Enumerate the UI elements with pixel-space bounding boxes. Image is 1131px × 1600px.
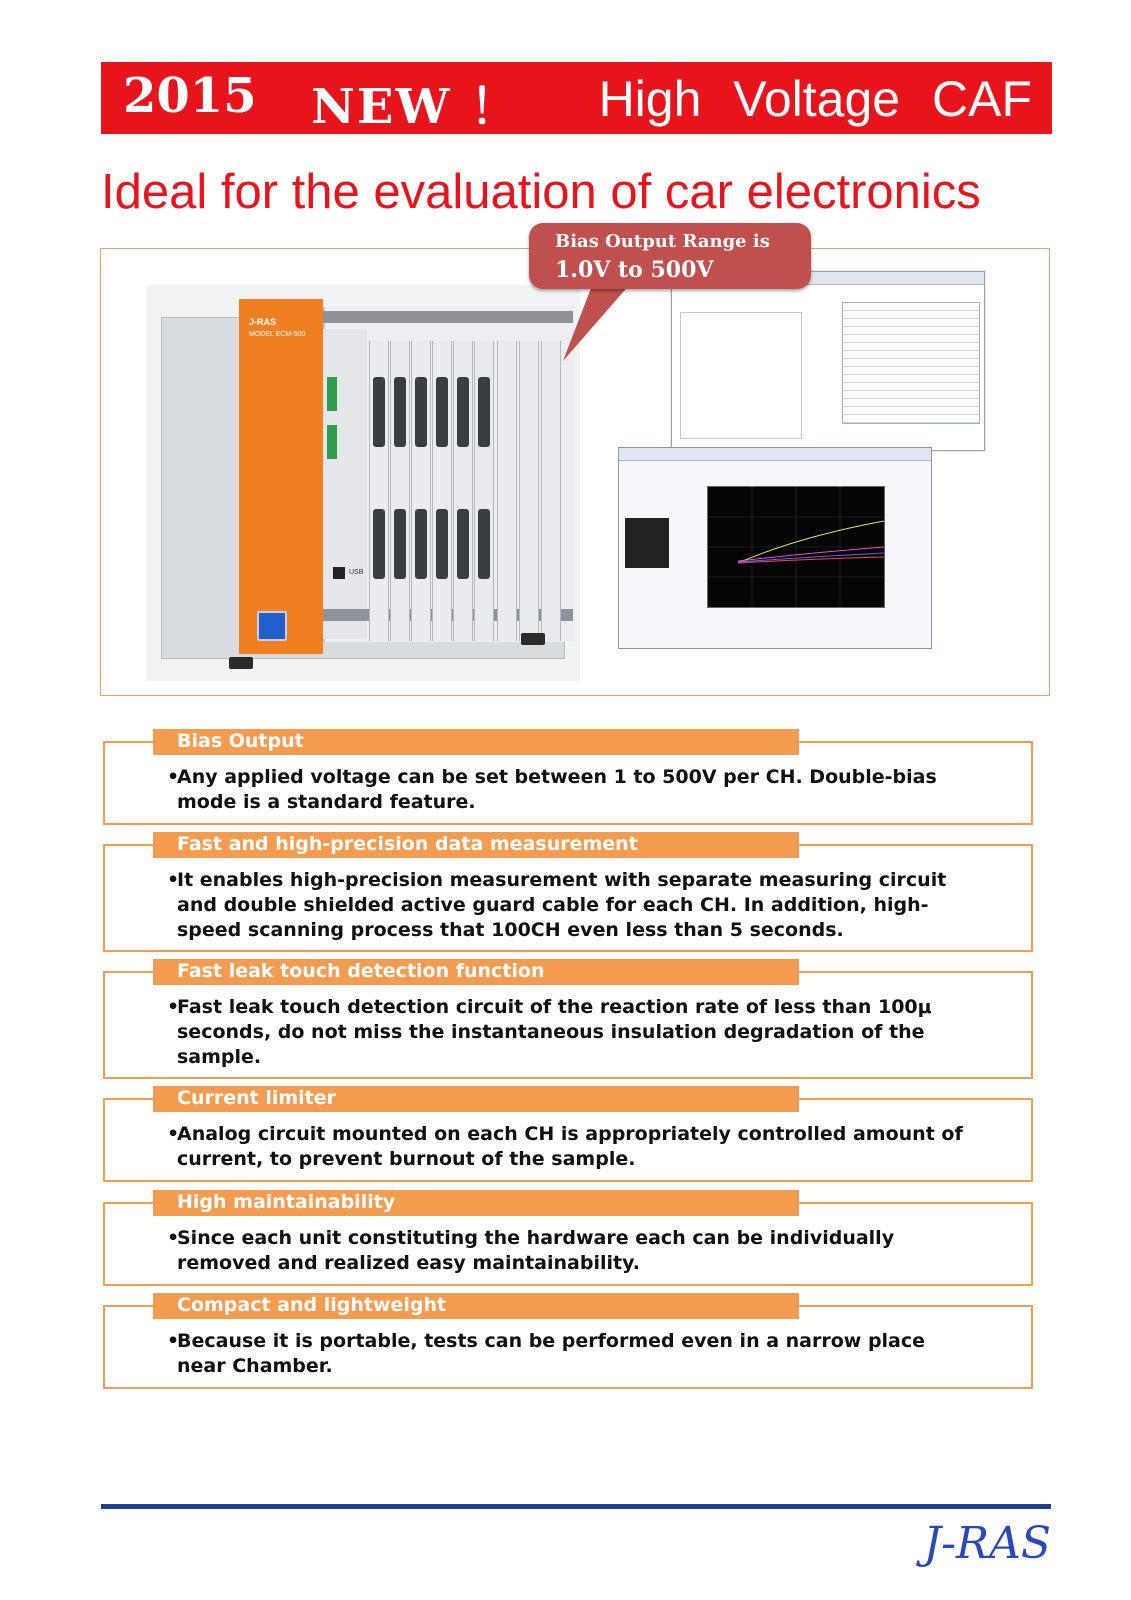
feature-text: Fast leak touch detection circuit of the reaction rate of less than 100μ seconds, do not miss the instantaneous insulation degradation of the sample. [177, 996, 932, 1068]
header-banner [101, 62, 1052, 134]
callout-line-1: Bias Output Range is [555, 231, 770, 252]
measurement-slot [453, 341, 473, 641]
feature-title: Compact and lightweight [177, 1294, 447, 1316]
measurement-graph [707, 486, 885, 608]
feature-text: Analog circuit mounted on each CH is appropriately controlled amount of current, to prevent burnout of the sample. [177, 1123, 963, 1170]
software-graph-screenshot [618, 447, 932, 649]
feature-box-maintainability: High maintainability • Since each unit constituting the hardware each can be individually removed and realized easy maintainability. [103, 1202, 1033, 1286]
feature-box-compact: Compact and lightweight • Because it is portable, tests can be performed even in a narrow place near Chamber. [103, 1305, 1033, 1389]
feature-text: It enables high-precision measurement with separate measuring circuit and double shielded active guard cable for each CH. In addition, high-speed scanning process that 100CH even less than 5 seconds. [177, 869, 947, 941]
device-foot [229, 657, 253, 669]
measurement-slot [474, 341, 494, 641]
footer-divider [101, 1504, 1051, 1509]
software-settings-screenshot [671, 271, 985, 451]
feature-box-leak-detection: Fast leak touch detection function • Fast leak touch detection circuit of the reaction rate of less than 100μ seconds, do not miss the instantaneous insulation degradation of the sample. [103, 971, 1033, 1079]
feature-title: Fast leak touch detection function [177, 960, 545, 982]
feature-box-measurement: Fast and high-precision data measurement • It enables high-precision measurement with separate measuring circuit and double shielded active guard cable for each CH. In addition, high-speed scanning process that 100CH even less than 5 seconds. [103, 844, 1033, 952]
feature-box-bias-output: Bias Output • Any applied voltage can be set between 1 to 500V per CH. Double-bias mode is a standard feature. [103, 741, 1033, 825]
device-foot [521, 633, 545, 645]
feature-title: Bias Output [177, 730, 304, 752]
feature-title: Current limiter [177, 1087, 336, 1109]
feature-text: Any applied voltage can be set between 1 to 500V per CH. Double-bias mode is a standard feature. [177, 766, 937, 813]
measurement-slot [432, 341, 452, 641]
feature-tab [153, 1293, 799, 1319]
usb-label: USB [349, 569, 364, 576]
empty-slot [497, 341, 517, 641]
feature-tab [153, 729, 799, 755]
feature-tab [153, 832, 799, 858]
measurement-slot [390, 341, 410, 641]
feature-tab [153, 1190, 799, 1216]
banner-title: High Voltage CAF [598, 71, 1032, 127]
device-orange-panel [239, 299, 323, 654]
device-top-rail [323, 311, 573, 323]
feature-text: Since each unit constituting the hardware each can be individually removed and realized easy maintainability. [177, 1227, 895, 1274]
power-button [257, 611, 287, 641]
device-model-label: MODEL ECM-500 [249, 331, 306, 338]
empty-slot [541, 341, 561, 641]
feature-title: High maintainability [177, 1191, 396, 1213]
page-subtitle: Ideal for the evaluation of car electronics [101, 165, 981, 219]
usb-port-icon [333, 567, 345, 579]
callout-pointer [563, 283, 633, 363]
feature-text: Because it is portable, tests can be performed even in a narrow place near Chamber. [177, 1330, 926, 1377]
callout-line-2: 1.0V to 500V [555, 257, 714, 283]
product-image-panel [100, 231, 1050, 696]
footer-brand-logo: J-RAS [923, 1518, 1051, 1569]
measurement-slot [369, 341, 389, 641]
device-control-column [323, 329, 367, 639]
device-brand-logo: J-RAS [249, 317, 277, 327]
feature-title: Fast and high-precision data measurement [177, 833, 638, 855]
empty-slot [519, 341, 539, 641]
feature-box-current-limiter: Current limiter • Analog circuit mounted on each CH is appropriately controlled amount of current, to prevent burnout of the sample. [103, 1098, 1033, 1182]
bias-range-callout [529, 223, 811, 289]
feature-tab [153, 1086, 799, 1112]
terminal-block [327, 377, 337, 411]
terminal-block [327, 425, 337, 459]
feature-tab [153, 959, 799, 985]
measurement-slot [411, 341, 431, 641]
banner-year: 2015 [123, 68, 257, 124]
banner-new: NEW ！ [311, 79, 521, 135]
